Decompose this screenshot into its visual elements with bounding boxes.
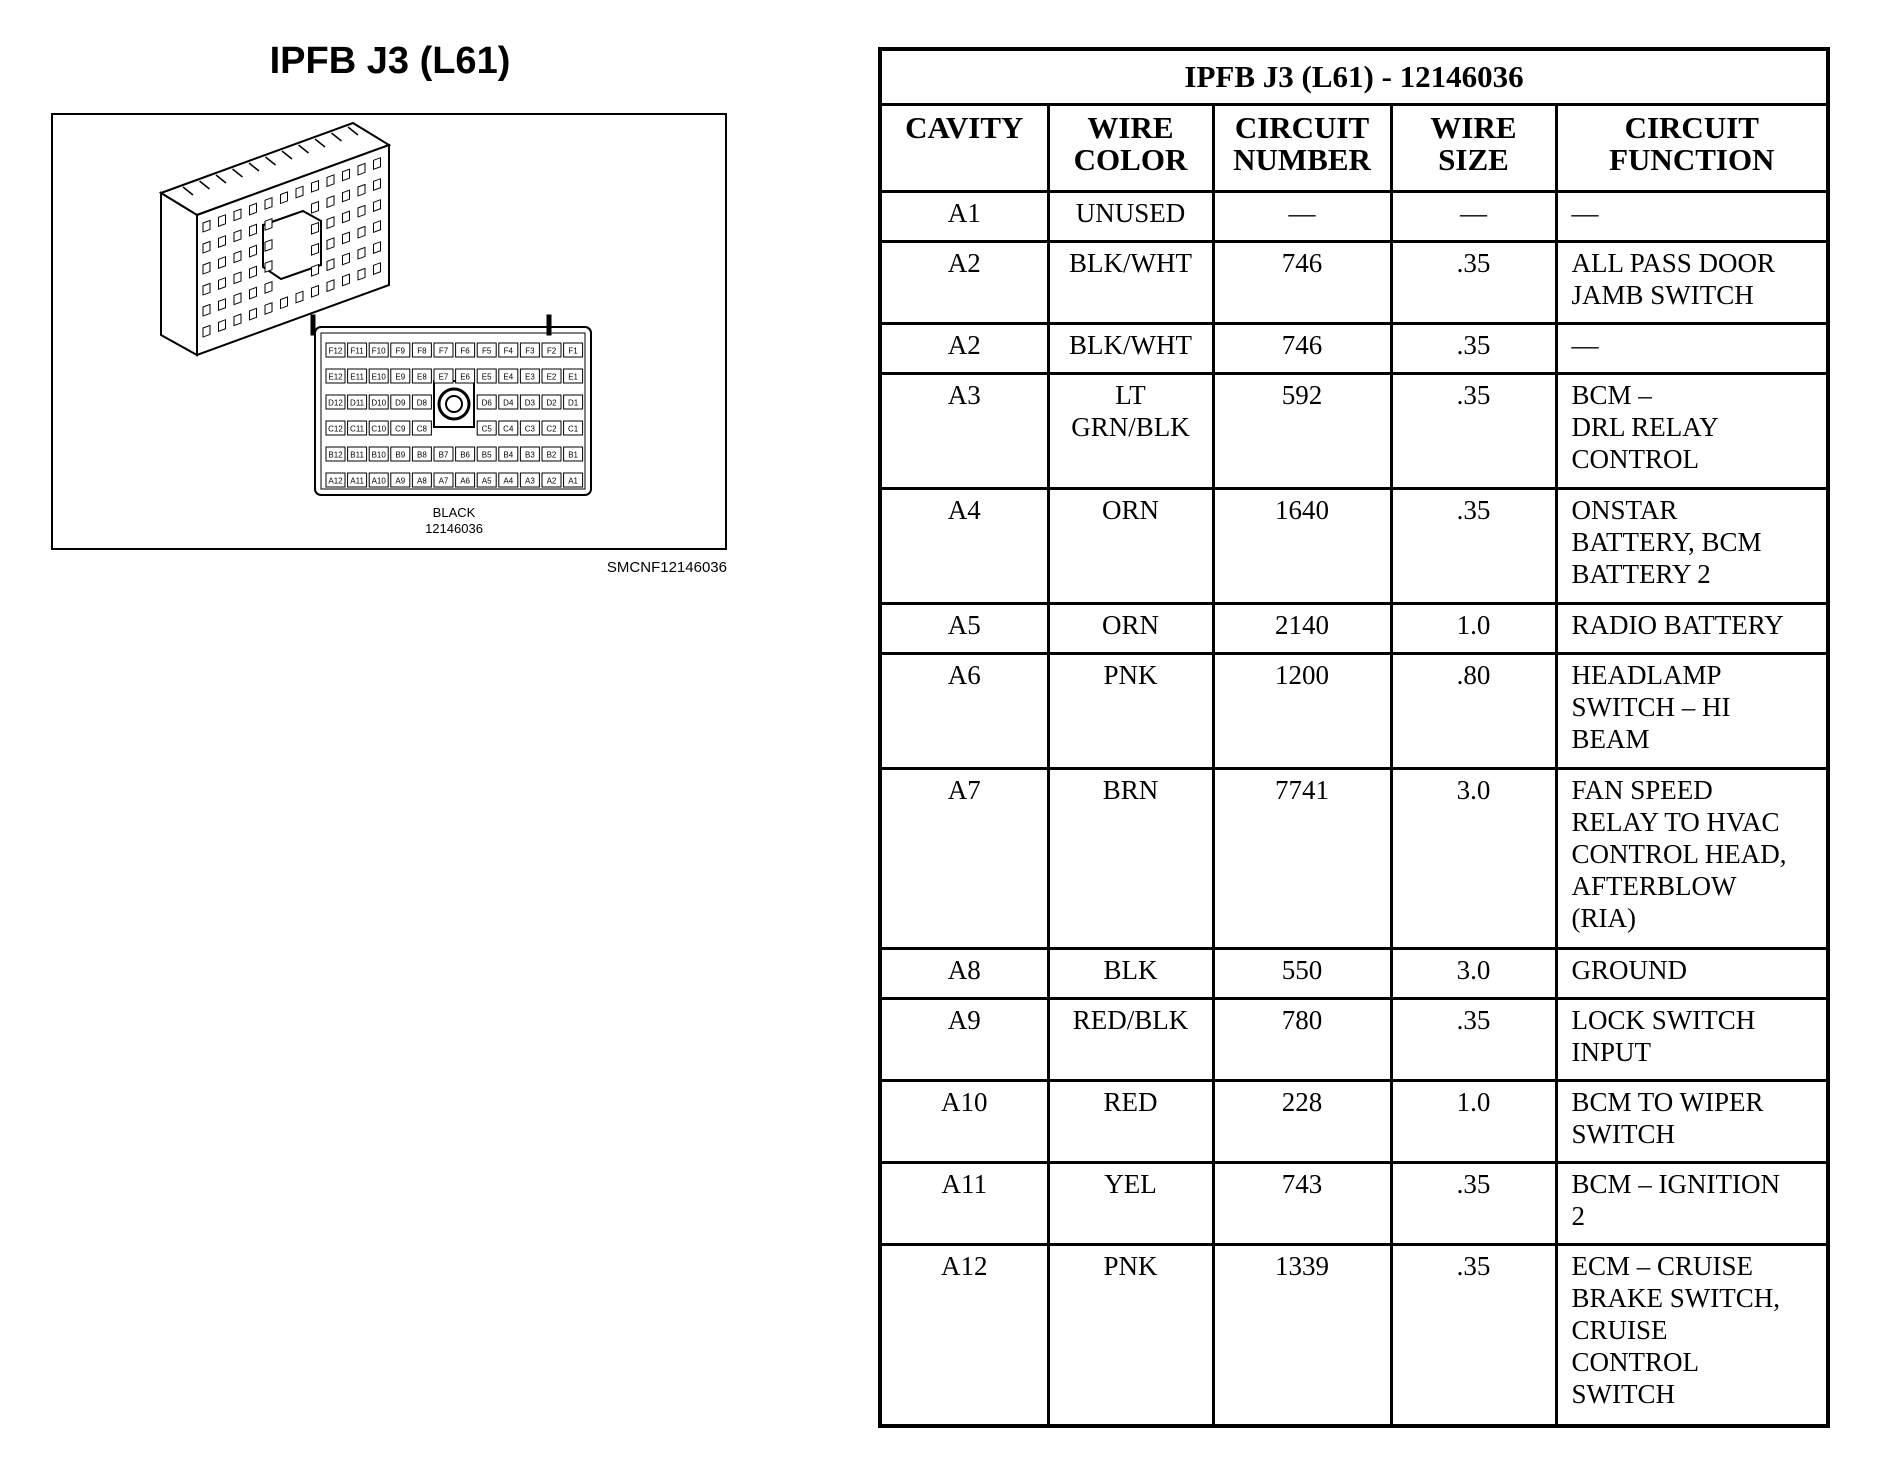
cell-function-line: CONTROL HEAD, <box>1571 838 1787 869</box>
cell-function <box>1556 241 1828 323</box>
cavity-label-d9: D9 <box>395 398 406 408</box>
cell-cavity: A4 <box>880 488 1048 603</box>
header-circuit-function-line1: CIRCUIT <box>1624 109 1759 145</box>
iso-cavity <box>374 158 381 170</box>
cell-function-line: SWITCH <box>1571 1118 1675 1149</box>
cell-function-line: FAN SPEED <box>1571 774 1713 805</box>
connector-center-bolt-inner <box>446 396 462 412</box>
cavity-label-c4: C4 <box>503 424 514 434</box>
cell-color <box>1048 191 1213 241</box>
cell-size: .35 <box>1391 998 1556 1080</box>
cavity-label-e3: E3 <box>525 372 535 382</box>
cell-function <box>1556 191 1828 241</box>
cell-function-line: BEAM <box>1571 723 1650 754</box>
cell-function <box>1556 603 1828 653</box>
cavity-label-a8: A8 <box>417 476 427 486</box>
cell-size: 3.0 <box>1391 768 1556 948</box>
connector-color-label: BLACK <box>432 505 476 520</box>
iso-cavity <box>219 278 226 290</box>
cavity-label-e10: E10 <box>371 372 386 382</box>
cavity-label-b2: B2 <box>546 450 557 460</box>
cell-color-line: RED/BLK <box>1072 1004 1189 1035</box>
iso-cavity <box>250 266 257 278</box>
cell-function-line: DRL RELAY <box>1571 411 1719 442</box>
header-cavity <box>880 104 1048 191</box>
cell-function-line: CONTROL <box>1571 1346 1699 1377</box>
cavity-label-e12: E12 <box>328 372 343 382</box>
cell-color <box>1048 998 1213 1080</box>
connector-illustration <box>51 113 727 550</box>
cell-cavity: A10 <box>880 1080 1048 1162</box>
iso-cavity <box>281 192 288 204</box>
cell-color <box>1048 373 1213 488</box>
cell-size: .35 <box>1391 1244 1556 1426</box>
cavity-label-d3: D3 <box>524 398 536 408</box>
cavity-label-d1: D1 <box>567 398 579 408</box>
cell-function-line: HEADLAMP <box>1571 659 1722 690</box>
iso-cavity <box>343 169 350 181</box>
iso-cavity <box>374 179 381 191</box>
cell-function <box>1556 373 1828 488</box>
iso-cavity <box>358 184 365 196</box>
cavity-label-e2: E2 <box>546 372 557 382</box>
cell-function-line: CRUISE <box>1571 1314 1668 1345</box>
cavity-label-f12: F12 <box>328 346 343 356</box>
iso-cavity <box>327 259 334 271</box>
iso-cavity <box>327 217 334 229</box>
cell-color-line: UNUSED <box>1075 197 1186 228</box>
iso-cavity <box>219 257 226 269</box>
cell-color-line: LT <box>1115 379 1146 410</box>
cell-function-line: — <box>1571 197 1599 228</box>
cell-color <box>1048 948 1213 998</box>
iso-cavity <box>358 268 365 280</box>
iso-cavity <box>250 245 257 257</box>
cell-function-line: BCM – <box>1571 379 1652 410</box>
cell-size: .35 <box>1391 241 1556 323</box>
cell-cavity: A12 <box>880 1244 1048 1426</box>
cavity-label-c5: C5 <box>481 424 492 434</box>
cell-function <box>1556 1162 1828 1244</box>
figure-code: SMCNF12146036 <box>606 559 727 576</box>
cell-cavity: A8 <box>880 948 1048 998</box>
cell-size: 1.0 <box>1391 603 1556 653</box>
table-row <box>880 1162 1828 1244</box>
cell-function-line: — <box>1571 329 1599 360</box>
cell-function <box>1556 998 1828 1080</box>
cell-function <box>1556 323 1828 373</box>
cavity-label-d8: D8 <box>416 398 428 408</box>
iso-cavity <box>296 291 303 303</box>
cell-size: .35 <box>1391 323 1556 373</box>
cell-function <box>1556 488 1828 603</box>
cavity-label-b9: B9 <box>395 450 406 460</box>
cavity-label-d11: D11 <box>350 398 365 408</box>
cavity-label-c12: C12 <box>328 424 343 434</box>
cavity-label-a3: A3 <box>525 476 535 486</box>
iso-cavity <box>250 203 257 215</box>
iso-cavity <box>203 325 210 337</box>
cavity-label-c10: C10 <box>371 424 387 434</box>
cavity-label-f6: F6 <box>460 346 470 356</box>
cavity-label-d12: D12 <box>328 398 343 408</box>
cell-color-line: PNK <box>1103 659 1158 690</box>
cell-function-line: ALL PASS DOOR <box>1571 247 1776 278</box>
cell-color-line: GRN/BLK <box>1071 411 1190 442</box>
table-row <box>880 1080 1828 1162</box>
cell-color-line: RED <box>1103 1086 1158 1117</box>
table-row <box>880 998 1828 1080</box>
header-wire-size-line2: SIZE <box>1438 141 1509 177</box>
cavity-label-e9: E9 <box>395 372 406 382</box>
iso-cavity <box>312 265 319 277</box>
cell-circuit: 743 <box>1213 1162 1391 1244</box>
cell-color <box>1048 488 1213 603</box>
cavity-label-c8: C8 <box>416 424 428 434</box>
header-wire-color <box>1048 104 1213 191</box>
iso-cavity <box>234 293 241 305</box>
cavity-label-d10: D10 <box>371 398 387 408</box>
cavity-label-a10: A10 <box>371 476 386 486</box>
cell-function-line: BCM TO WIPER <box>1571 1086 1764 1117</box>
iso-cavity <box>296 186 303 198</box>
cavity-label-e5: E5 <box>481 372 492 382</box>
cell-function-line: RADIO BATTERY <box>1571 609 1784 640</box>
cell-function <box>1556 1080 1828 1162</box>
table-row <box>880 241 1828 323</box>
cell-function-line: RELAY TO HVAC <box>1571 806 1780 837</box>
connector-part-number: 12146036 <box>425 521 483 536</box>
header-circuit-function <box>1556 104 1828 191</box>
cell-color-line: PNK <box>1103 1250 1158 1281</box>
cavity-label-f2: F2 <box>546 346 557 356</box>
cell-function <box>1556 768 1828 948</box>
connector-face-tab-right <box>547 315 551 335</box>
iso-cavity <box>234 230 241 242</box>
table-title: IPFB J3 (L61) - 12146036 <box>880 49 1828 104</box>
iso-cavity <box>312 202 319 214</box>
iso-cavity <box>219 215 226 227</box>
iso-cavity <box>358 226 365 238</box>
table-row <box>880 488 1828 603</box>
cell-color <box>1048 1162 1213 1244</box>
iso-cavity <box>358 247 365 259</box>
iso-cavity <box>234 251 241 263</box>
cavity-label-a9: A9 <box>395 476 406 486</box>
cell-function-line: (RIA) <box>1571 902 1636 933</box>
cell-function-line: JAMB SWITCH <box>1571 279 1754 310</box>
iso-cavity <box>327 196 334 208</box>
cavity-label-f5: F5 <box>482 346 492 356</box>
cell-color <box>1048 241 1213 323</box>
cell-color <box>1048 323 1213 373</box>
cell-color-line: BLK/WHT <box>1069 329 1192 360</box>
cell-color <box>1048 1080 1213 1162</box>
iso-cavity <box>250 224 257 236</box>
iso-cavity <box>343 274 350 286</box>
table-body <box>880 191 1828 1426</box>
connector-drawing <box>53 115 725 548</box>
iso-cavity <box>234 314 241 326</box>
cell-function <box>1556 948 1828 998</box>
cavity-label-f9: F9 <box>395 346 405 356</box>
cavity-label-f1: F1 <box>568 346 578 356</box>
table-row <box>880 653 1828 768</box>
cell-function <box>1556 653 1828 768</box>
cell-function-line: ECM – CRUISE <box>1571 1250 1754 1281</box>
iso-cavity <box>219 299 226 311</box>
cavity-label-f7: F7 <box>438 346 449 356</box>
cavity-label-e6: E6 <box>460 372 470 382</box>
cell-function-line: BATTERY, BCM <box>1571 526 1762 557</box>
cavity-label-b10: B10 <box>371 450 386 460</box>
cell-circuit: 228 <box>1213 1080 1391 1162</box>
cavity-label-c3: C3 <box>524 424 536 434</box>
iso-cavity <box>203 283 210 295</box>
cell-function-line: CONTROL <box>1571 443 1699 474</box>
cell-cavity: A6 <box>880 653 1048 768</box>
cavity-label-f4: F4 <box>503 346 513 356</box>
cell-function-line: LOCK SWITCH <box>1571 1004 1756 1035</box>
cell-size: .35 <box>1391 488 1556 603</box>
cell-cavity: A7 <box>880 768 1048 948</box>
cell-function-line: SWITCH <box>1571 1378 1675 1409</box>
table-row <box>880 323 1828 373</box>
table-row <box>880 1244 1828 1426</box>
iso-cavity <box>234 209 241 221</box>
cavity-label-b8: B8 <box>417 450 427 460</box>
cavity-label-b3: B3 <box>525 450 535 460</box>
cavity-label-e1: E1 <box>568 372 578 382</box>
iso-cavity <box>312 244 319 256</box>
cell-color <box>1048 603 1213 653</box>
cell-function-line: AFTERBLOW <box>1571 870 1737 901</box>
cavity-label-d2: D2 <box>546 398 557 408</box>
cell-cavity: A5 <box>880 603 1048 653</box>
cell-circuit: 1339 <box>1213 1244 1391 1426</box>
cell-color-line: BRN <box>1102 774 1159 805</box>
header-wire-color-line2: COLOR <box>1073 141 1188 177</box>
cell-color <box>1048 653 1213 768</box>
cell-function-line: SWITCH – HI <box>1571 691 1731 722</box>
cavity-label-b1: B1 <box>568 450 578 460</box>
cell-cavity: A11 <box>880 1162 1048 1244</box>
cavity-label-f10: F10 <box>371 346 386 356</box>
cell-size: 1.0 <box>1391 1080 1556 1162</box>
header-wire-size <box>1391 104 1556 191</box>
cell-circuit: — <box>1213 191 1391 241</box>
iso-cavity <box>312 181 319 193</box>
cavity-label-d4: D4 <box>503 398 514 408</box>
iso-cavity <box>374 242 381 254</box>
iso-cavity <box>374 200 381 212</box>
iso-cavity <box>265 219 272 231</box>
cell-cavity: A9 <box>880 998 1048 1080</box>
iso-cavity <box>265 240 272 252</box>
iso-cavity <box>250 287 257 299</box>
cell-color <box>1048 768 1213 948</box>
cell-size: .35 <box>1391 1162 1556 1244</box>
iso-cavity <box>343 253 350 265</box>
cell-circuit: 1640 <box>1213 488 1391 603</box>
cavity-label-b6: B6 <box>460 450 470 460</box>
header-circuit-function-line2: FUNCTION <box>1609 141 1775 177</box>
connector-face-tab-left <box>311 315 315 335</box>
cell-circuit: 746 <box>1213 241 1391 323</box>
cavity-label-b4: B4 <box>503 450 514 460</box>
cavity-label-e7: E7 <box>438 372 449 382</box>
cell-color-line: YEL <box>1104 1168 1157 1199</box>
cavity-label-b12: B12 <box>328 450 343 460</box>
iso-cavity <box>374 221 381 233</box>
header-circuit-number <box>1213 104 1391 191</box>
connector-isometric-view <box>161 123 389 355</box>
iso-cavity <box>358 205 365 217</box>
iso-cavity <box>327 238 334 250</box>
cell-cavity: A2 <box>880 323 1048 373</box>
cavity-label-a11: A11 <box>350 476 364 486</box>
cell-circuit: 7741 <box>1213 768 1391 948</box>
cavity-label-a2: A2 <box>546 476 557 486</box>
cavity-label-f3: F3 <box>525 346 535 356</box>
cavity-label-b11: B11 <box>350 450 364 460</box>
iso-cavity <box>265 261 272 273</box>
cavity-label-e8: E8 <box>417 372 427 382</box>
cell-function <box>1556 1244 1828 1426</box>
iso-cavity <box>265 303 272 315</box>
cell-circuit: 592 <box>1213 373 1391 488</box>
cell-function-line: ONSTAR <box>1571 494 1678 525</box>
cell-function-line: BCM – IGNITION <box>1571 1168 1780 1199</box>
iso-cavity <box>234 272 241 284</box>
iso-cavity <box>219 320 226 332</box>
cavity-label-b5: B5 <box>481 450 492 460</box>
iso-cavity <box>203 262 210 274</box>
cell-function-line: 2 <box>1571 1200 1585 1231</box>
cell-color-line: BLK <box>1103 954 1158 985</box>
table-row <box>880 373 1828 488</box>
iso-cavity <box>265 198 272 210</box>
cell-function-line: GROUND <box>1571 954 1688 985</box>
connector-side-face <box>161 193 197 355</box>
table-row <box>880 768 1828 948</box>
cavity-label-f11: F11 <box>350 346 364 356</box>
table-row <box>880 603 1828 653</box>
cell-size: 3.0 <box>1391 948 1556 998</box>
cell-color-line: ORN <box>1101 494 1159 525</box>
cavity-label-f8: F8 <box>417 346 427 356</box>
header-wire-color-line1: WIRE <box>1087 109 1174 145</box>
cavity-label-c11: C11 <box>350 424 365 434</box>
iso-cavity <box>250 308 257 320</box>
iso-cavity <box>374 263 381 275</box>
iso-cavity <box>343 232 350 244</box>
header-wire-size-line1: WIRE <box>1430 109 1517 145</box>
iso-cavity <box>219 236 226 248</box>
cell-circuit: 746 <box>1213 323 1391 373</box>
table-row <box>880 191 1828 241</box>
cavity-label-a5: A5 <box>481 476 492 486</box>
cavity-label-d6: D6 <box>481 398 492 408</box>
header-circuit-number-line2: NUMBER <box>1233 141 1371 177</box>
iso-cavity <box>265 282 272 294</box>
cell-color <box>1048 1244 1213 1426</box>
cavity-label-e11: E11 <box>350 372 364 382</box>
cell-color-line: BLK/WHT <box>1069 247 1192 278</box>
cavity-label-a6: A6 <box>460 476 470 486</box>
cell-circuit: 550 <box>1213 948 1391 998</box>
cavity-label-b7: B7 <box>438 450 449 460</box>
header-cavity-label: CAVITY <box>905 109 1024 145</box>
iso-cavity <box>343 190 350 202</box>
iso-cavity <box>203 241 210 253</box>
cavity-label-a4: A4 <box>503 476 514 486</box>
cavity-label-a1: A1 <box>568 476 578 486</box>
cell-function-line: BATTERY 2 <box>1571 558 1711 589</box>
iso-cavity <box>343 211 350 223</box>
iso-cavity <box>358 163 365 175</box>
cavity-label-e4: E4 <box>503 372 514 382</box>
cell-function-line: BRAKE SWITCH, <box>1571 1282 1780 1313</box>
iso-cavity <box>281 297 288 309</box>
table-row <box>880 948 1828 998</box>
cell-circuit: 2140 <box>1213 603 1391 653</box>
cell-cavity: A3 <box>880 373 1048 488</box>
cell-cavity: A1 <box>880 191 1048 241</box>
cavity-label-c2: C2 <box>546 424 557 434</box>
cavity-label-a12: A12 <box>328 476 343 486</box>
iso-cavity <box>327 175 334 187</box>
header-circuit-number-line1: CIRCUIT <box>1234 109 1370 145</box>
cell-size: .35 <box>1391 373 1556 488</box>
connector-title: IPFB J3 (L61) <box>269 40 511 82</box>
cell-size: .80 <box>1391 653 1556 768</box>
iso-cavity <box>203 304 210 316</box>
cell-function-line: INPUT <box>1571 1036 1651 1067</box>
cavity-label-c1: C1 <box>567 424 579 434</box>
iso-cavity <box>312 286 319 298</box>
cell-circuit: 780 <box>1213 998 1391 1080</box>
cell-size: — <box>1391 191 1556 241</box>
iso-cavity <box>327 280 334 292</box>
cell-circuit: 1200 <box>1213 653 1391 768</box>
cavity-label-a7: A7 <box>438 476 449 486</box>
cell-color-line: ORN <box>1101 609 1159 640</box>
iso-cavity <box>312 223 319 235</box>
pinout-table <box>878 47 1830 1428</box>
cavity-label-c9: C9 <box>395 424 406 434</box>
cell-cavity: A2 <box>880 241 1048 323</box>
iso-cavity <box>203 220 210 232</box>
